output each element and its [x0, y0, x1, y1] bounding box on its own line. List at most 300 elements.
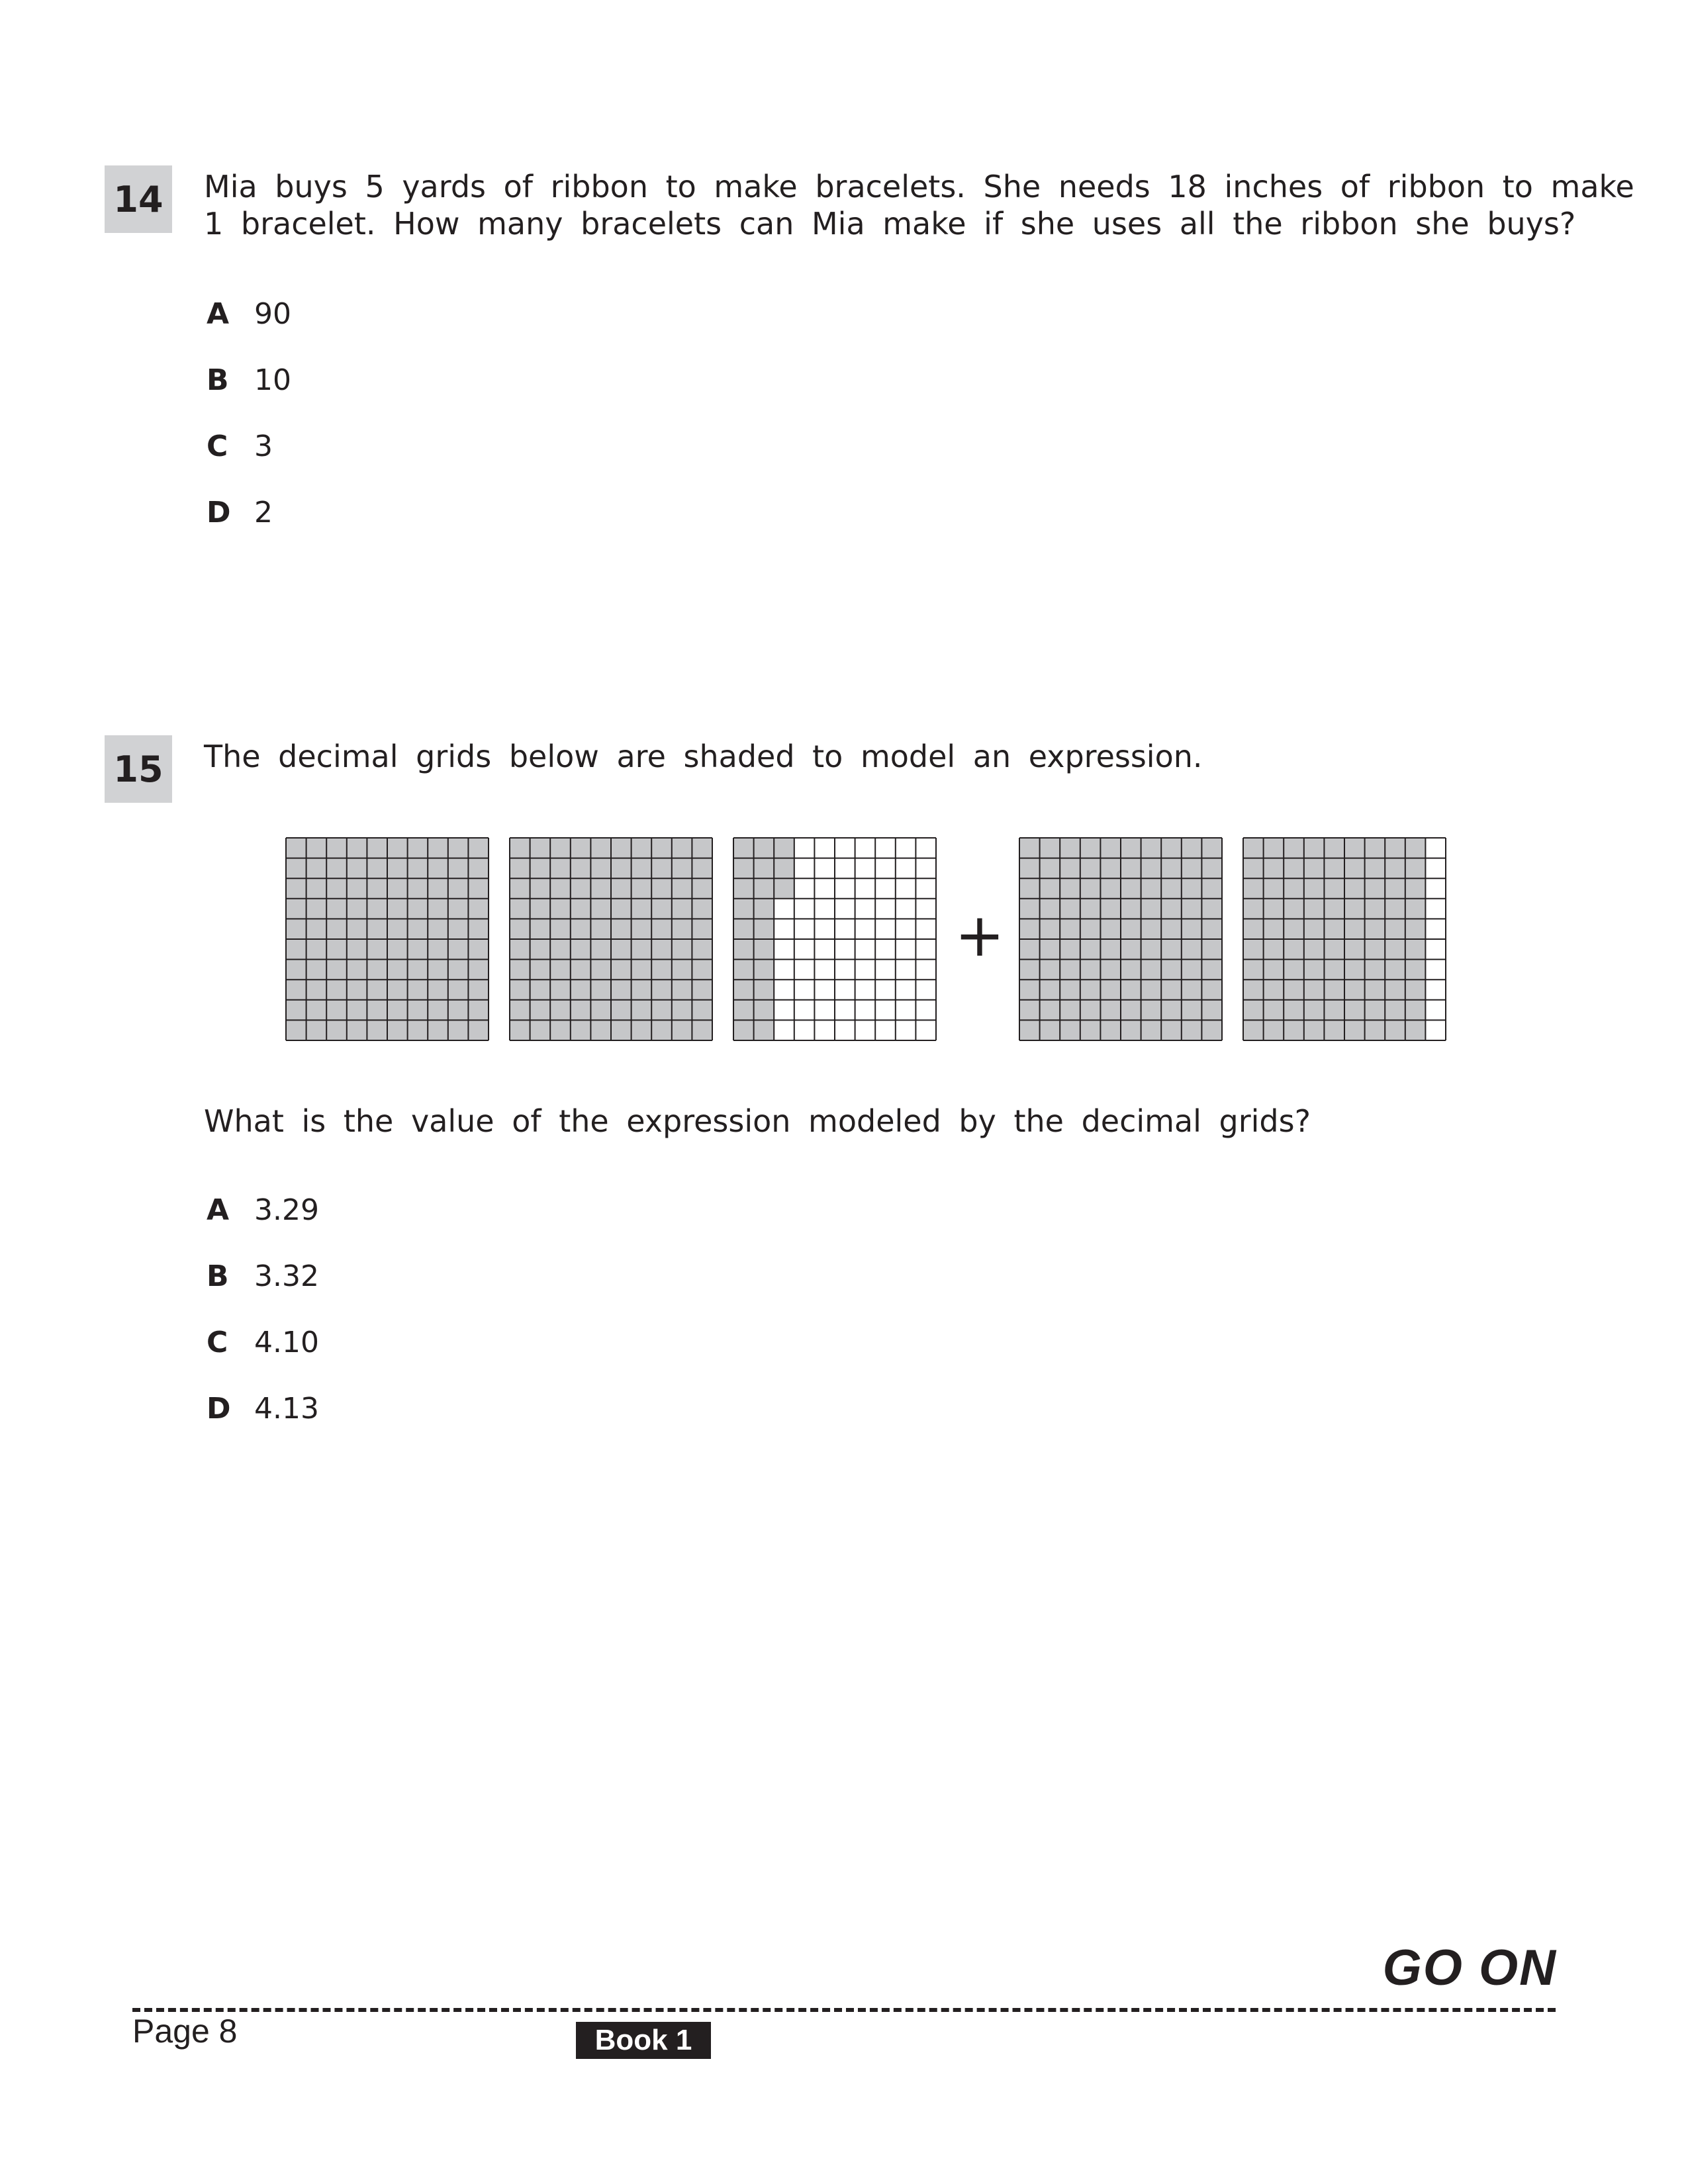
shaded-cell [306, 939, 327, 960]
shaded-cell [510, 858, 530, 879]
shaded-cell [1385, 1000, 1405, 1021]
question-15-choice-b[interactable] [207, 1257, 319, 1295]
shaded-cell [1385, 919, 1405, 939]
shaded-cell [1040, 939, 1060, 960]
shaded-cell [1243, 919, 1264, 939]
shaded-cell [571, 1020, 591, 1040]
shaded-cell [1264, 1020, 1284, 1040]
shaded-cell [590, 838, 611, 858]
shaded-cell [672, 919, 692, 939]
shaded-cell [1365, 919, 1385, 939]
shaded-cell [408, 979, 428, 1000]
shaded-cell [733, 858, 754, 879]
shaded-cell [1121, 1000, 1141, 1021]
shaded-cell [1324, 1020, 1344, 1040]
shaded-cell [1182, 858, 1202, 879]
choice-text: 10 [254, 363, 291, 397]
shaded-cell [1365, 939, 1385, 960]
shaded-cell [632, 1000, 652, 1021]
shaded-cell [611, 858, 632, 879]
shaded-cell [692, 1000, 712, 1021]
shaded-cell [1161, 1020, 1182, 1040]
shaded-cell [326, 1020, 347, 1040]
shaded-cell [428, 878, 448, 899]
choice-letter: D [207, 1391, 231, 1426]
shaded-cell [326, 838, 347, 858]
shaded-cell [428, 899, 448, 919]
question-14-choice-d[interactable] [207, 494, 273, 531]
shaded-cell [1019, 919, 1040, 939]
shaded-cell [387, 899, 408, 919]
question-14-stem [204, 168, 1634, 242]
shaded-cell [611, 939, 632, 960]
shaded-cell [468, 960, 489, 980]
shaded-cell [306, 1000, 327, 1021]
shaded-cell [387, 838, 408, 858]
decimal-grids-model [285, 837, 1450, 1042]
shaded-cell [1344, 899, 1365, 919]
question-14-choice-b[interactable] [207, 361, 291, 398]
shaded-cell [286, 919, 306, 939]
shaded-cell [1080, 878, 1101, 899]
shaded-cell [1080, 858, 1101, 879]
shaded-cell [651, 939, 672, 960]
shaded-cell [733, 960, 754, 980]
shaded-cell [347, 858, 367, 879]
shaded-cell [326, 939, 347, 960]
shaded-cell [326, 960, 347, 980]
shaded-cell [754, 858, 774, 879]
shaded-cell [571, 939, 591, 960]
shaded-cell [754, 878, 774, 899]
shaded-cell [672, 899, 692, 919]
shaded-cell [754, 1020, 774, 1040]
shaded-cell [286, 858, 306, 879]
shaded-cell [1141, 899, 1162, 919]
shaded-cell [326, 899, 347, 919]
shaded-cell [326, 858, 347, 879]
shaded-cell [408, 1020, 428, 1040]
shaded-cell [550, 919, 571, 939]
shaded-cell [1019, 878, 1040, 899]
shaded-cell [530, 1020, 551, 1040]
choice-text: 3.32 [254, 1259, 319, 1293]
shaded-cell [1304, 899, 1325, 919]
shaded-cell [550, 838, 571, 858]
shaded-cell [1243, 1020, 1264, 1040]
shaded-cell [1182, 1000, 1202, 1021]
shaded-cell [448, 858, 469, 879]
shaded-cell [387, 919, 408, 939]
shaded-cell [692, 878, 712, 899]
shaded-cell [611, 979, 632, 1000]
shaded-cell [367, 878, 387, 899]
shaded-cell [1201, 1000, 1222, 1021]
choice-letter: A [207, 296, 230, 331]
shaded-cell [367, 919, 387, 939]
shaded-cell [1365, 899, 1385, 919]
shaded-cell [1264, 838, 1284, 858]
shaded-cell [1161, 960, 1182, 980]
choice-text: 90 [254, 296, 291, 331]
shaded-cell [1141, 919, 1162, 939]
shaded-cell [1060, 1000, 1080, 1021]
choice-letter: C [207, 1325, 228, 1359]
shaded-cell [1182, 838, 1202, 858]
shaded-cell [530, 899, 551, 919]
shaded-cell [1201, 899, 1222, 919]
shaded-cell [367, 1000, 387, 1021]
shaded-cell [1019, 1020, 1040, 1040]
shaded-cell [1060, 838, 1080, 858]
question-15-choice-d[interactable] [207, 1390, 319, 1427]
shaded-cell [692, 899, 712, 919]
shaded-cell [611, 1000, 632, 1021]
shaded-cell [468, 919, 489, 939]
shaded-cell [1324, 939, 1344, 960]
shaded-cell [754, 960, 774, 980]
shaded-cell [1344, 919, 1365, 939]
shaded-cell [347, 878, 367, 899]
shaded-cell [286, 1000, 306, 1021]
shaded-cell [510, 838, 530, 858]
shaded-cell [448, 1020, 469, 1040]
question-15-choice-c[interactable] [207, 1324, 319, 1361]
shaded-cell [1019, 858, 1040, 879]
shaded-cell [692, 838, 712, 858]
question-14-stem-line-2: 1 bracelet. How many bracelets can Mia make if she uses all the ribbon she buys? [204, 206, 1576, 242]
shaded-cell [448, 979, 469, 1000]
shaded-cell [1243, 960, 1264, 980]
shaded-cell [754, 838, 774, 858]
shaded-cell [1243, 838, 1264, 858]
shaded-cell [1080, 1020, 1101, 1040]
shaded-cell [1304, 1020, 1325, 1040]
shaded-cell [1324, 979, 1344, 1000]
shaded-cell [733, 939, 754, 960]
shaded-cell [1100, 979, 1121, 1000]
shaded-cell [672, 878, 692, 899]
shaded-cell [550, 939, 571, 960]
shaded-cell [1344, 960, 1365, 980]
shaded-cell [550, 858, 571, 879]
shaded-cell [1264, 878, 1284, 899]
shaded-cell [672, 1020, 692, 1040]
shaded-cell [672, 939, 692, 960]
shaded-cell [651, 838, 672, 858]
shaded-cell [306, 979, 327, 1000]
shaded-cell [1100, 919, 1121, 939]
shaded-cell [651, 919, 672, 939]
shaded-cell [468, 939, 489, 960]
shaded-cell [1060, 878, 1080, 899]
shaded-cell [387, 1000, 408, 1021]
shaded-cell [326, 919, 347, 939]
shaded-cell [1080, 1000, 1101, 1021]
shaded-cell [347, 960, 367, 980]
shaded-cell [1080, 899, 1101, 919]
shaded-cell [1121, 979, 1141, 1000]
shaded-cell [1365, 838, 1385, 858]
shaded-cell [347, 939, 367, 960]
shaded-cell [1182, 979, 1202, 1000]
shaded-cell [510, 960, 530, 980]
shaded-cell [632, 960, 652, 980]
shaded-cell [510, 899, 530, 919]
shaded-cell [1344, 1020, 1365, 1040]
shaded-cell [1284, 1000, 1304, 1021]
shaded-cell [1080, 919, 1101, 939]
shaded-cell [1080, 838, 1101, 858]
shaded-cell [1264, 1000, 1284, 1021]
question-15-choice-a[interactable] [207, 1191, 319, 1228]
shaded-cell [306, 838, 327, 858]
shaded-cell [510, 878, 530, 899]
shaded-cell [1182, 939, 1202, 960]
question-14-choice-c[interactable] [207, 428, 273, 465]
shaded-cell [1324, 960, 1344, 980]
shaded-cell [1161, 838, 1182, 858]
question-15-stem: The decimal grids below are shaded to model an expression. [204, 739, 1203, 774]
shaded-cell [1405, 1020, 1426, 1040]
shaded-cell [1161, 919, 1182, 939]
shaded-cell [1385, 939, 1405, 960]
page-number: Page 8 [132, 2013, 238, 2050]
shaded-cell [367, 1020, 387, 1040]
shaded-cell [590, 899, 611, 919]
shaded-cell [632, 838, 652, 858]
shaded-cell [774, 838, 794, 858]
shaded-cell [611, 878, 632, 899]
shaded-cell [1365, 960, 1385, 980]
shaded-cell [1243, 939, 1264, 960]
shaded-cell [672, 979, 692, 1000]
shaded-cell [571, 838, 591, 858]
shaded-cell [1161, 858, 1182, 879]
shaded-cell [326, 979, 347, 1000]
shaded-cell [1161, 878, 1182, 899]
shaded-cell [733, 1020, 754, 1040]
shaded-cell [692, 939, 712, 960]
shaded-cell [1284, 919, 1304, 939]
shaded-cell [1365, 878, 1385, 899]
shaded-cell [306, 960, 327, 980]
shaded-cell [1060, 1020, 1080, 1040]
shaded-cell [428, 858, 448, 879]
choice-letter: C [207, 429, 228, 463]
shaded-cell [306, 899, 327, 919]
shaded-cell [1344, 858, 1365, 879]
shaded-cell [1324, 838, 1344, 858]
plus-operator: + [955, 901, 1005, 970]
shaded-cell [1201, 858, 1222, 879]
shaded-cell [1385, 878, 1405, 899]
shaded-cell [672, 858, 692, 879]
shaded-cell [1121, 919, 1141, 939]
shaded-cell [347, 1000, 367, 1021]
shaded-cell [1121, 939, 1141, 960]
shaded-cell [1304, 919, 1325, 939]
shaded-cell [530, 939, 551, 960]
shaded-cell [347, 899, 367, 919]
shaded-cell [1405, 939, 1426, 960]
shaded-cell [1385, 960, 1405, 980]
shaded-cell [1344, 1000, 1365, 1021]
shaded-cell [387, 858, 408, 879]
shaded-cell [550, 1020, 571, 1040]
shaded-cell [1141, 1020, 1162, 1040]
shaded-cell [367, 858, 387, 879]
shaded-cell [468, 1020, 489, 1040]
question-14-choice-a[interactable] [207, 295, 291, 332]
shaded-cell [1100, 899, 1121, 919]
shaded-cell [571, 878, 591, 899]
shaded-cell [1121, 960, 1141, 980]
shaded-cell [286, 1020, 306, 1040]
shaded-cell [510, 1020, 530, 1040]
shaded-cell [1344, 979, 1365, 1000]
shaded-cell [1304, 1000, 1325, 1021]
shaded-cell [1284, 899, 1304, 919]
shaded-cell [1284, 1020, 1304, 1040]
shaded-cell [632, 899, 652, 919]
shaded-cell [286, 939, 306, 960]
shaded-cell [1060, 960, 1080, 980]
shaded-cell [347, 979, 367, 1000]
shaded-cell [530, 979, 551, 1000]
shaded-cell [1040, 1000, 1060, 1021]
shaded-cell [651, 878, 672, 899]
shaded-cell [1060, 858, 1080, 879]
shaded-cell [590, 979, 611, 1000]
shaded-cell [1324, 1000, 1344, 1021]
shaded-cell [286, 899, 306, 919]
shaded-cell [1040, 858, 1060, 879]
shaded-cell [1100, 1020, 1121, 1040]
shaded-cell [1019, 899, 1040, 919]
shaded-cell [387, 878, 408, 899]
shaded-cell [1243, 858, 1264, 879]
shaded-cell [347, 838, 367, 858]
book-label: Book 1 [576, 2022, 711, 2059]
shaded-cell [1284, 939, 1304, 960]
decimal-grid-2 [510, 838, 712, 1040]
shaded-cell [1264, 960, 1284, 980]
shaded-cell [306, 878, 327, 899]
choice-text: 2 [254, 495, 273, 529]
shaded-cell [1141, 1000, 1162, 1021]
shaded-cell [448, 939, 469, 960]
shaded-cell [1040, 960, 1060, 980]
shaded-cell [1385, 899, 1405, 919]
shaded-cell [1141, 960, 1162, 980]
shaded-cell [672, 838, 692, 858]
shaded-cell [651, 979, 672, 1000]
shaded-cell [1141, 979, 1162, 1000]
shaded-cell [1201, 838, 1222, 858]
shaded-cell [611, 919, 632, 939]
shaded-cell [754, 1000, 774, 1021]
shaded-cell [1019, 979, 1040, 1000]
shaded-cell [510, 919, 530, 939]
choice-letter: B [207, 363, 229, 397]
shaded-cell [1182, 960, 1202, 980]
shaded-cell [428, 979, 448, 1000]
shaded-cell [1405, 838, 1426, 858]
shaded-cell [1264, 858, 1284, 879]
decimal-grid-4 [1019, 838, 1222, 1040]
shaded-cell [1264, 939, 1284, 960]
shaded-cell [571, 919, 591, 939]
shaded-cell [367, 899, 387, 919]
shaded-cell [1365, 1020, 1385, 1040]
shaded-cell [1243, 899, 1264, 919]
shaded-cell [1284, 858, 1304, 879]
shaded-cell [1100, 878, 1121, 899]
shaded-cell [1284, 979, 1304, 1000]
shaded-cell [590, 1000, 611, 1021]
shaded-cell [468, 1000, 489, 1021]
shaded-cell [448, 1000, 469, 1021]
shaded-cell [571, 960, 591, 980]
shaded-cell [774, 878, 794, 899]
shaded-cell [1019, 939, 1040, 960]
shaded-cell [1344, 939, 1365, 960]
shaded-cell [448, 878, 469, 899]
shaded-cell [1080, 939, 1101, 960]
question-number-14: 14 [105, 165, 172, 233]
shaded-cell [1243, 1000, 1264, 1021]
shaded-cell [571, 899, 591, 919]
shaded-cell [1243, 979, 1264, 1000]
shaded-cell [1060, 939, 1080, 960]
shaded-cell [632, 878, 652, 899]
shaded-cell [1201, 960, 1222, 980]
shaded-cell [1060, 919, 1080, 939]
shaded-cell [754, 939, 774, 960]
shaded-cell [1182, 1020, 1202, 1040]
shaded-cell [408, 838, 428, 858]
shaded-cell [530, 878, 551, 899]
shaded-cell [1121, 1020, 1141, 1040]
shaded-cell [550, 979, 571, 1000]
shaded-cell [1344, 838, 1365, 858]
shaded-cell [672, 960, 692, 980]
shaded-cell [387, 1020, 408, 1040]
shaded-cell [448, 899, 469, 919]
shaded-cell [1040, 1020, 1060, 1040]
shaded-cell [1365, 979, 1385, 1000]
shaded-cell [428, 1020, 448, 1040]
shaded-cell [1161, 899, 1182, 919]
shaded-cell [1405, 899, 1426, 919]
choice-letter: A [207, 1193, 230, 1227]
shaded-cell [1405, 1000, 1426, 1021]
decimal-grid-5 [1243, 838, 1446, 1040]
shaded-cell [1344, 878, 1365, 899]
shaded-cell [347, 1020, 367, 1040]
shaded-cell [692, 979, 712, 1000]
shaded-cell [632, 858, 652, 879]
shaded-cell [387, 979, 408, 1000]
shaded-cell [1264, 919, 1284, 939]
shaded-cell [428, 960, 448, 980]
choice-text: 4.13 [254, 1391, 319, 1426]
shaded-cell [1284, 878, 1304, 899]
shaded-cell [733, 979, 754, 1000]
shaded-cell [1264, 979, 1284, 1000]
go-on-label: GO ON [1382, 1940, 1557, 1996]
